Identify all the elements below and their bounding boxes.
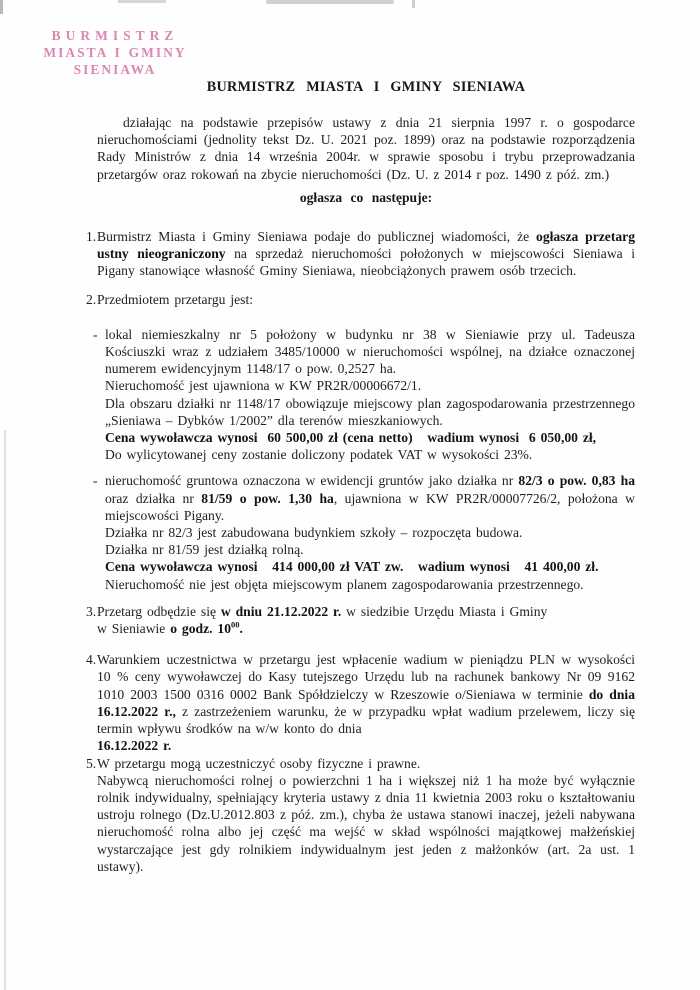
document-title: BURMISTRZ MIASTA I GMINY SIENIAWA <box>206 79 526 95</box>
item-text: Burmistrz Miasta i Gminy Sieniawa podaje do publicznej wiadomości, że ogłasza przetarg ustny nieograniczony na sprzedaż nieruchomości położonych w miejscowości Sieniawa i Pigany stanowiące własność Gminy Sieniawa, nieobciążonych prawem osób trzecich. <box>97 229 635 279</box>
bullet-text: lokal niemieszkalny nr 5 położony w budynku nr 38 w Sieniawie przy ul. Tadeusza Kościuszki wraz z udziałem 3485/10000 w nieruchomości wspólnej, na działce oznaczonej numerem ewidencyjnym 1148/17 o pow. 0,2527 ha. Nieruchomość jest ujawniona w KW PR2R/00006672/1. Dla obszaru działki nr 1148/17 obowiązuje miejscowy plan zagospodarowania przestrzennego „Sieniawa – Dybków 1/2002” dla terenów mieszkaniowych. Cena wywoławcza wynosi 60 500,00 zł (cena netto) wadium wynosi 6 050,00 zł, Do wylicytowanej ceny zostanie doliczony podatek VAT w wysokości 23%. <box>105 326 635 463</box>
list-item-2 <box>86 291 635 308</box>
item-text: W przetargu mogą uczestniczyć osoby fizyczne i prawne. Nabywcą nieruchomości rolnej o powierzchni 1 ha i większej niż 1 ha może być wyłącznie rolnik indywidualny, spełniający kryteria ustawy z dnia 11 kwietnia 2003 roku o kształtowaniu ustroju rolnego (Dz.U.2012.803 z póź. zm.), chyba że ustawa stanowi inaczej, jeżeli nabywana nieruchomość rolna albo jej część ma wejść w skład wspólności majątkowej małżeńskiej wystarczające jest gdy rolnikiem indywidualnym jest jeden z małżonków (art. 2a ust. 1 ustawy). <box>97 755 635 874</box>
announcement-heading: ogłasza co następuje: <box>299 189 433 205</box>
bullet-item-1 <box>93 326 635 464</box>
list-item-5 <box>86 755 635 875</box>
intro-paragraph: działając na podstawie przepisów ustawy z dnia 21 sierpnia 1997 r. o gospodarce nieruchomościami (jednolity tekst Dz. U. 2021 poz. 1899) oraz na podstawie rozporządzenia Rady Ministrów z dnia 14 września 2004r. w sprawie sposobu i trybu przeprowadzania przetargów oraz rokowań na zbycie nieruchomości (Dz. U. z 2014 r poz. 1490 z póź. zm.) <box>97 115 635 182</box>
list-item-3 <box>86 603 635 637</box>
bullet-marker: - <box>93 326 98 342</box>
item-text: Przetarg odbędzie się w dniu 21.12.2022 r. w siedzibie Urzędu Miasta i Gminy w Sieniawie o godz. $10^{00}$. <box>97 603 548 637</box>
document-content <box>86 0 636 875</box>
item-number: 3. <box>86 603 97 619</box>
stamp-line: BURMISTRZ <box>51 28 179 43</box>
list-item-4 <box>86 651 635 754</box>
item-text: Przedmiotem przetargu jest: <box>97 291 254 307</box>
item-number: 4. <box>86 652 97 668</box>
bullet-text: nieruchomość gruntowa oznaczona w ewidencji gruntów jako działka nr 82/3 o pow. 0,83 ha oraz działka nr 81/59 o pow. 1,30 ha, ujawniona w KW PR2R/00007726/2, położona w miejscowości Pigany. Działka nr 82/3 jest zabudowana budynkiem szkoły – rozpoczęta budowa. Działka nr 81/59 jest działką rolną. Cena wywoławcza wynosi 414 000,00 zł VAT zw. wadium wynosi 41 400,00 zł. Nieruchomość nie jest objęta miejscowym planem zagospodarowania przestrzennego. <box>105 473 635 592</box>
stamp-line: SIENIAWA <box>73 62 157 77</box>
item-number: 1. <box>86 229 97 245</box>
stamp-line: MIASTA I GMINY <box>43 45 187 60</box>
bullet-marker: - <box>93 473 98 489</box>
item-number: 5. <box>86 755 97 771</box>
item-number: 2. <box>86 291 97 307</box>
list-item-1 <box>86 228 635 280</box>
scan-edge-shadow <box>4 430 6 990</box>
scan-artifact <box>0 0 3 14</box>
item-text: Warunkiem uczestnictwa w przetargu jest wpłacenie wadium w pieniądzu PLN w wysokości 10 % ceny wywoławczej do Kasy tutejszego Urzędu lub na rachunek bankowy Nr 09 9162 1010 2003 1500 0316 0002 Bank Spółdzielczy w Rzeszowie o/Sieniawa w terminie do dnia 16.12.2022 r., z zastrzeżeniem warunku, że w przypadku wpłat wadium przelewem, liczy się termin wpływu środków na w/w konto do dnia 16.12.2022 r. <box>97 652 636 754</box>
bullet-item-2 <box>93 472 635 592</box>
